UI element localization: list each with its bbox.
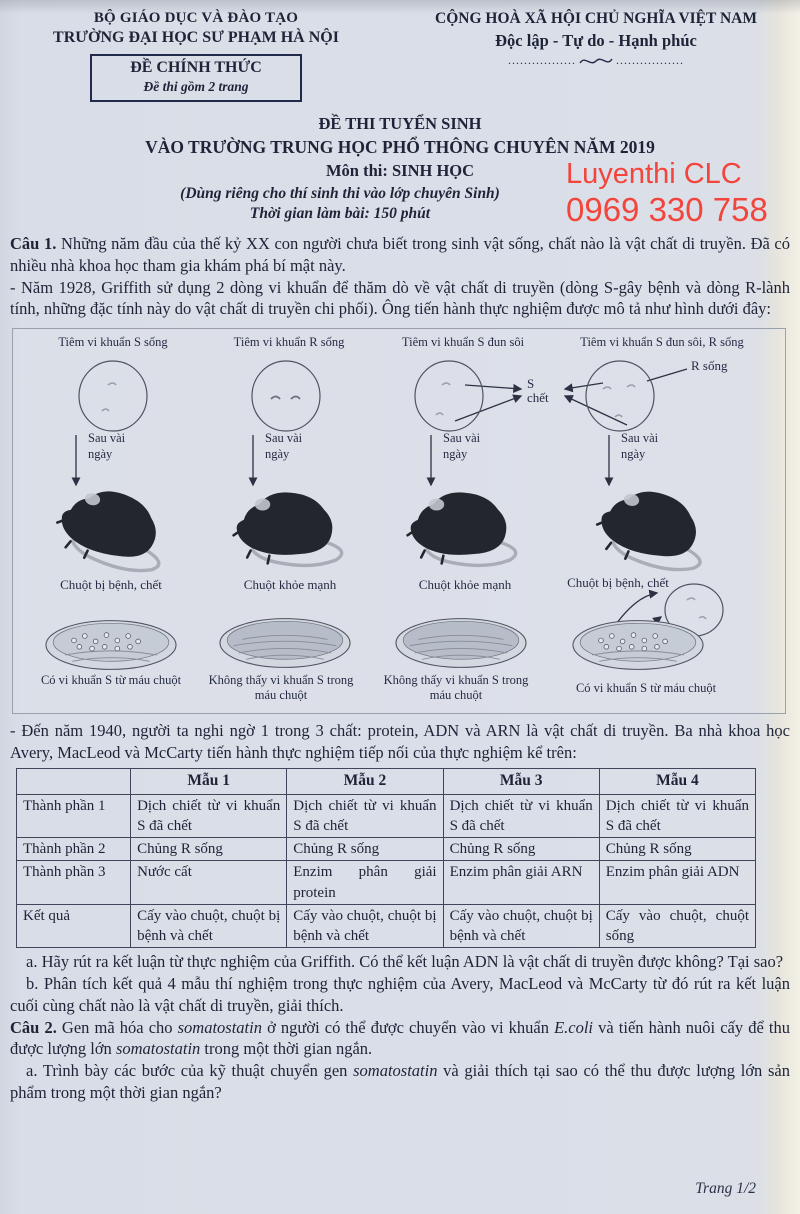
header-left	[0, 10, 392, 102]
questions-text	[0, 951, 800, 1103]
row3-cell3: Enzim phân giải ARN	[443, 861, 599, 905]
question1-paragraph2: - Năm 1928, Griffith sử dụng 2 dòng vi khuẩn để thăm dò về vật chất di truyền (dòng S-gây bệnh và dòng R-lành tính, những đặc tính này do vật chất di truyền chi phối). Ông tiến hành thực nghiệm được mô tả như hình dưới đây:	[10, 277, 790, 319]
injection-circle-2	[249, 359, 323, 433]
column3-mouse-label: Chuột khỏe mạnh	[418, 577, 512, 593]
row4-cell2: Cấy vào chuột, chuột bị bệnh và chết	[287, 904, 443, 948]
subject-line: Môn thi: SINH HỌC	[325, 161, 475, 180]
ministry-line: BỘ GIÁO DỤC VÀ ĐÀO TẠO	[93, 10, 299, 26]
question2a-gene-italic: somatostatin	[353, 1061, 438, 1081]
red-watermark	[566, 158, 791, 229]
question1-paragraph1	[10, 233, 790, 277]
column1-mouse-label: Chuột bị bệnh, chết	[60, 577, 162, 593]
question2-seg7: trong một thời gian ngắn.	[200, 1039, 373, 1059]
table-row	[17, 861, 756, 905]
mid-paragraph: - Đến năm 1940, người ta nghi ngờ 1 trong 3 chất: protein, ADN và ARN là vật chất di truyền. Ba nhà khoa học Avery, MacLeod và McCarty tiến hành thực nghiệm tiếp nối của thực nghiệm kể trên:	[10, 721, 790, 762]
row1-cell4: Dịch chiết từ vi khuẩn S đã chết	[599, 794, 755, 838]
table-row	[17, 794, 756, 838]
question2-seg3: ở người có thể được chuyển vào vi khuẩn	[261, 1017, 555, 1037]
row1-cell1: Dịch chiết từ vi khuẩn S đã chết	[131, 794, 287, 838]
column1-top-label: Tiêm vi khuẩn S sống	[58, 335, 168, 350]
row1-label: Thành phần 1	[17, 794, 131, 838]
s-dead-line2: chết	[527, 390, 549, 406]
column2-wait-label: Sau vài ngày	[265, 431, 303, 461]
column1-dish-label: Có vi khuẩn S từ máu chuột	[40, 673, 182, 688]
watermark-name: Luyenthi CLC	[566, 158, 742, 190]
row2-cell1: Chủng R sống	[131, 838, 287, 861]
header-sample3: Mẫu 3	[443, 768, 599, 794]
column2-top-label: Tiêm vi khuẩn R sống	[233, 335, 345, 350]
question2-paragraph	[10, 1017, 790, 1061]
column4-top-label: Tiêm vi khuẩn S đun sôi, R sống	[580, 335, 744, 350]
university-line: TRƯỜNG ĐẠI HỌC SƯ PHẠM HÀ NỘI	[53, 29, 339, 46]
petri-dish-1	[41, 617, 181, 673]
column3-top-label: Tiêm vi khuẩn S đun sôi	[401, 335, 525, 350]
mid-paragraph-wrap	[0, 720, 800, 764]
header-right	[392, 10, 800, 102]
experiment-table	[16, 768, 756, 949]
row2-cell3: Chủng R sống	[443, 838, 599, 861]
injection-circle-4	[583, 359, 657, 433]
republic-line: CỘNG HOÀ XÃ HỘI CHỦ NGHĨA VIỆT NAM	[435, 10, 757, 27]
column4-mouse-label: Chuột bị bệnh, chết	[567, 575, 669, 591]
document-header	[0, 0, 800, 102]
column4-wait-label: Sau vài ngày	[621, 431, 659, 461]
mouse-figure-4	[582, 474, 724, 583]
divider-dots-left: .................	[508, 53, 576, 67]
s-dead-line1: S	[527, 376, 535, 392]
question2-seg1: Gen mã hóa cho	[56, 1017, 178, 1037]
question1-intro: Những năm đầu của thế kỷ XX con người chưa biết trong sinh vật sống, chất nào là vật chất di truyền. Đã có nhiều nhà khoa học tham gia khám phá bí mật này.	[10, 234, 791, 275]
petri-dish-2	[215, 615, 355, 671]
table-header-row	[17, 768, 756, 794]
question2-ecoli-italic: E.coli	[554, 1017, 594, 1037]
row2-cell4: Chủng R sống	[599, 838, 755, 861]
petri-dish-4	[568, 617, 708, 673]
duration-line: Thời gian làm bài: 150 phút	[249, 205, 431, 222]
row3-cell1: Nước cất	[131, 861, 287, 905]
question2a-seg3: và giải thích tại sao có thể thu được lượng lớn sản phẩm trong một thời gian ngắn?	[10, 1061, 790, 1102]
mouse-figure-3	[399, 485, 527, 571]
mouse-figure-1	[41, 472, 185, 585]
header-sample1: Mẫu 1	[131, 768, 287, 794]
row4-cell3: Cấy vào chuột, chuột bị bệnh và chết	[443, 904, 599, 948]
audience-line: (Dùng riêng cho thí sinh thi vào lớp chuyên Sinh)	[180, 185, 500, 202]
question1b: b. Phân tích kết quả 4 mẫu thí nghiệm trong thực nghiệm của Avery, MacLeod và McCarty từ đó rút ra kết luận cuối cùng chất nào là vật chất di truyền, giải thích.	[10, 974, 790, 1015]
row4-label: Kết quả	[17, 904, 131, 948]
header-blank	[17, 768, 131, 794]
question2a-paragraph	[10, 1060, 790, 1104]
watermark-phone: 0969 330 758	[566, 191, 768, 229]
mouse-figure-2	[225, 485, 353, 571]
row1-cell2: Dịch chiết từ vi khuẩn S đã chết	[287, 794, 443, 838]
divider-dots-right: .................	[616, 53, 684, 67]
row2-label: Thành phần 2	[17, 838, 131, 861]
row1-cell3: Dịch chiết từ vi khuẩn S đã chết	[443, 794, 599, 838]
question2-label: Câu 2.	[10, 1017, 57, 1037]
header-sample2: Mẫu 2	[287, 768, 443, 794]
column1-wait-label: Sau vài ngày	[88, 431, 126, 461]
official-exam-subtitle: Đề thi gồm 2 trang	[143, 79, 249, 94]
question1-label: Câu 1.	[10, 234, 57, 253]
row3-cell4: Enzim phân giải ADN	[599, 861, 755, 905]
row2-cell2: Chủng R sống	[287, 838, 443, 861]
header-sample4: Mẫu 4	[599, 768, 755, 794]
row3-cell2: Enzim phân giải protein	[287, 861, 443, 905]
page-number: Trang 1/2	[695, 1180, 756, 1197]
injection-circle-1	[76, 359, 150, 433]
petri-dish-3	[391, 615, 531, 671]
official-exam-box	[90, 54, 302, 102]
injection-circle-3	[412, 359, 486, 433]
floral-ornament-icon	[578, 55, 614, 67]
exam-title-line2: VÀO TRƯỜNG TRUNG HỌC PHỔ THÔNG CHUYÊN NĂM 2019	[145, 137, 655, 157]
question2-gene2-italic: somatostatin	[115, 1039, 201, 1059]
question2a-seg1: a. Trình bày các bước của kỹ thuật chuyển gen	[26, 1061, 354, 1081]
r-live-annotation: R sống	[691, 358, 728, 374]
column4-dish-label: Có vi khuẩn S từ máu chuột	[575, 681, 717, 696]
column3-wait-label: Sau vài ngày	[443, 431, 481, 461]
row4-cell1: Cấy vào chuột, chuột bị bệnh và chết	[131, 904, 287, 948]
exam-title-line1: ĐỀ THI TUYỂN SINH	[318, 114, 482, 133]
s-dead-annotation	[527, 377, 577, 406]
column3-dish-label: Không thấy vi khuẩn S trong máu chuột	[383, 673, 529, 703]
griffith-experiment-diagram	[12, 328, 786, 714]
row4-cell4: Cấy vào chuột, chuột sống	[599, 904, 755, 948]
ornament-divider	[392, 53, 800, 68]
column2-dish-label: Không thấy vi khuẩn S trong máu chuột	[208, 673, 354, 703]
column2-mouse-label: Chuột khỏe mạnh	[243, 577, 337, 593]
question2-gene-italic: somatostatin	[177, 1017, 262, 1037]
table-row	[17, 904, 756, 948]
row3-label: Thành phần 3	[17, 861, 131, 905]
question2-seg5: và tiến hành nuôi cấy để thu được lượng lớn	[10, 1017, 790, 1059]
question1a: a. Hãy rút ra kết luận từ thực nghiệm của Griffith. Có thể kết luận ADN là vật chất di truyền được không? Tại sao?	[26, 952, 784, 972]
official-exam-title: ĐỀ CHÍNH THỨC	[130, 59, 262, 76]
motto-line: Độc lập - Tự do - Hạnh phúc	[495, 31, 697, 50]
table-row	[17, 838, 756, 861]
question1-text	[0, 233, 800, 320]
